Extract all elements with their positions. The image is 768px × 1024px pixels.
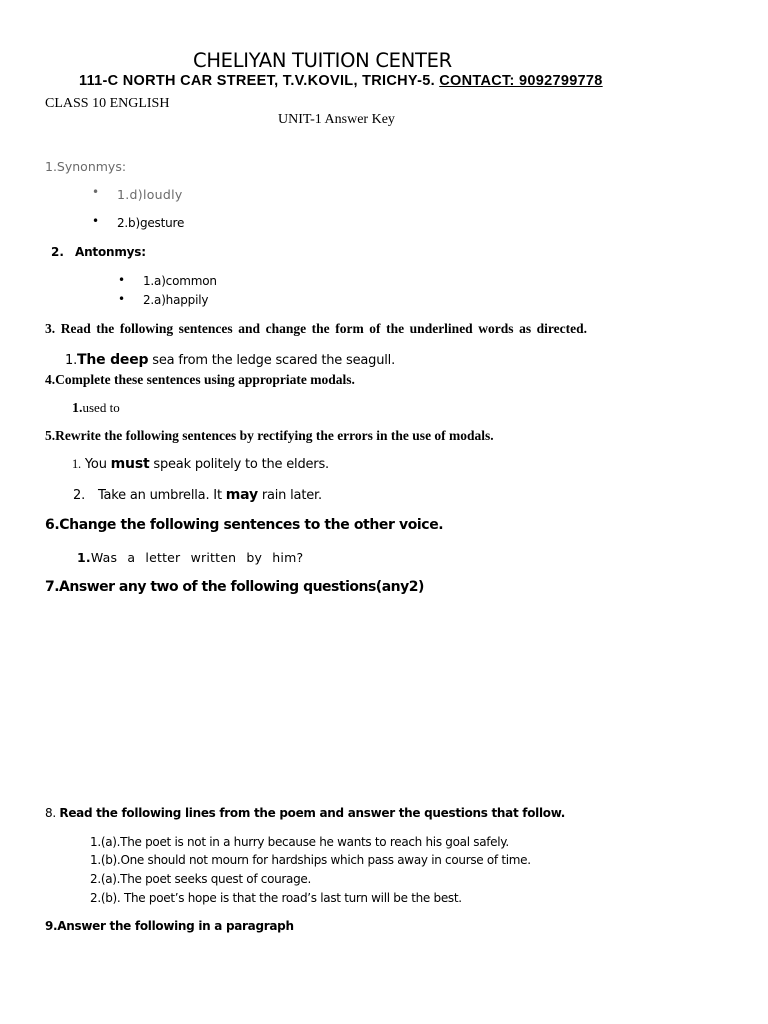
section-5-answer-1 [72, 456, 329, 472]
section-9-heading: 9.Answer the following in a paragraph [45, 919, 294, 933]
section-6-answer [77, 550, 303, 565]
answer-text: sea from the ledge scared the seagull. [148, 353, 396, 368]
answer-number: 1. [72, 457, 81, 471]
address-line [79, 73, 603, 89]
answer-bold: The deep [77, 352, 149, 368]
section-3-heading: 3. Read the following sentences and change the form of the underlined words as directed. [45, 321, 588, 336]
answer-text: used to [82, 400, 120, 415]
contact: CONTACT: 9092799778 [439, 73, 603, 89]
poem-answer-1b: 1.(b).One should not mourn for hardships which pass away in course of time. [90, 853, 531, 867]
antonym-answer-1: 1.a)common [143, 274, 217, 288]
bullet: • [118, 273, 126, 287]
synonyms-heading: 1.Synonmys: [45, 159, 127, 174]
bullet: • [92, 214, 100, 228]
poem-answer-2a: 2.(a).The poet seeks quest of courage. [90, 872, 312, 886]
synonym-answer-2: 2.b)gesture [117, 216, 185, 230]
unit-title: UNIT-1 Answer Key [278, 112, 395, 127]
answer-pre: You [84, 457, 111, 472]
section-4-answer [72, 400, 120, 417]
answer-text: Was a letter written by him? [90, 550, 304, 565]
section-3-answer [65, 352, 395, 368]
answer-bold: must [110, 456, 150, 472]
poem-answer-1a: 1.(a).The poet is not in a hurry because he wants to reach his goal safely. [90, 835, 509, 849]
section-6-heading: 6.Change the following sentences to the other voice. [45, 517, 444, 533]
bullet: • [118, 292, 126, 306]
antonyms-number: 2. [51, 245, 64, 259]
section-title: Read the following lines from the poem and answer the questions that follow. [59, 806, 565, 820]
answer-number: 1. [77, 550, 91, 565]
section-5-answer-2 [73, 487, 322, 503]
antonyms-heading: Antonmys: [75, 245, 146, 259]
answer-post: speak politely to the elders. [149, 457, 329, 472]
poem-answer-2b: 2.(b). The poet’s hope is that the road’s last turn will be the best. [90, 891, 462, 905]
answer-post: rain later. [257, 488, 322, 503]
answer-bold: may [225, 487, 258, 503]
antonym-answer-2: 2.a)happily [143, 293, 209, 307]
section-4-heading: 4.Complete these sentences using appropriate modals. [45, 372, 355, 387]
section-7-heading: 7.Answer any two of the following questions(any2) [45, 579, 424, 595]
section-5-heading: 5.Rewrite the following sentences by rectifying the errors in the use of modals. [45, 428, 494, 443]
address: 111-C NORTH CAR STREET, T.V.KOVIL, TRICHY-5. [79, 73, 435, 89]
section-number: 8. [45, 806, 56, 820]
class-label: CLASS 10 ENGLISH [45, 96, 170, 111]
answer-number: 2. [73, 488, 86, 503]
section-8-heading [45, 806, 565, 820]
answer-number: 1. [65, 353, 78, 368]
synonym-answer-1: 1.d)loudly [117, 187, 183, 202]
answer-number: 1. [72, 401, 83, 416]
center-name: CHELIYAN TUITION CENTER [193, 49, 452, 72]
bullet: • [92, 185, 100, 199]
answer-pre: Take an umbrella. It [97, 488, 226, 503]
